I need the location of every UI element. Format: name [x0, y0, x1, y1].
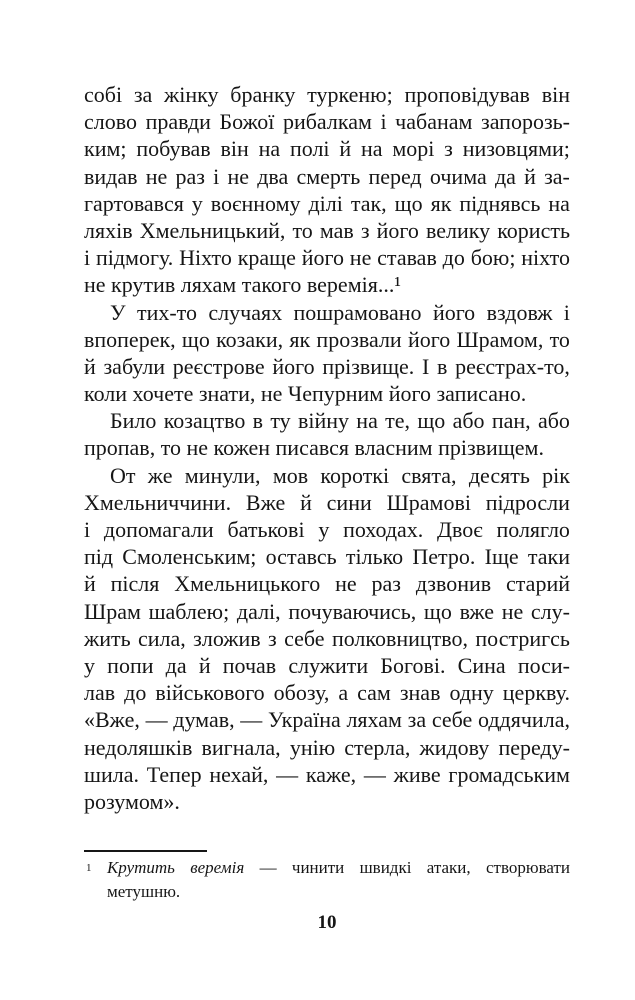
text-line: й після Хмельницького не раз дзвонив старий: [84, 571, 570, 597]
text-line: собі за жінку бранку туркеню; проповідував він: [84, 82, 570, 107]
text-line: слово правди Божої рибалкам і чабанам запорозь-: [84, 109, 570, 135]
text-line: лав до військового обозу, а сам знав одну церкву.: [84, 680, 570, 706]
text-line: ляхів Хмельницький, то мав з його велику користь: [84, 217, 570, 243]
text-line: Било козацтво в ту війну на те, що або пан, або: [110, 408, 570, 434]
text-line: Шрам шаблею; далі, почуваючись, що вже не слу-: [84, 598, 570, 624]
text-line: «Вже, — думав, — Україна ляхам за себе оддячила,: [84, 707, 570, 733]
text-line: У тих-то случаях пошрамовано його вздовж і: [110, 299, 570, 325]
text-line: От же минули, мов короткі свята, десять рік: [110, 462, 570, 488]
paragraph: [84, 299, 570, 408]
text-line: видав не раз і не два смерть перед очима да й за-: [84, 163, 570, 189]
text-line: у попи да й почав служити Богові. Сина поси-: [84, 652, 570, 678]
page-number: 10: [317, 912, 337, 933]
paragraph: [84, 81, 570, 299]
footnote-separator: [84, 850, 207, 852]
footnote: [84, 856, 570, 903]
text-line: шила. Тепер нехай, — каже, — живе громадським: [84, 761, 570, 787]
footnote-marker: 1: [86, 862, 92, 874]
footnote-term: Крутить веремія: [107, 858, 245, 877]
text-line: не крутив ляхам такого веремія...¹: [84, 272, 401, 298]
text-line: Хмельниччини. Вже й сини Шрамові підросли: [84, 489, 570, 515]
text-block: [84, 81, 570, 815]
text-line: під Смоленським; оставсь тілько Петро. Іще таки: [84, 544, 570, 570]
paragraph: [84, 462, 570, 815]
footnote-text: — чинити швидкі атаки, створювати метушню.: [107, 858, 571, 901]
text-line: й забули реєстрове його прізвище. І в реєстрах-то,: [84, 353, 570, 379]
text-line: гартовався у воєнному ділі так, що як піднявсь на: [84, 190, 570, 216]
text-line: ким; побував він на полі й на морі з низовцями;: [84, 136, 570, 162]
text-line: коли хочете знати, не Чепурним його записано.: [84, 381, 527, 407]
text-line: недоляшків вигнала, унію стерла, жидову переду-: [84, 734, 570, 760]
text-line: і підмогу. Ніхто краще його не ставав до бою; ніхто: [84, 245, 570, 271]
text-line: і допомагали батькові у походах. Двоє полягло: [84, 517, 570, 542]
text-line: впоперек, що козаки, як прозвали його Шрамом, то: [84, 326, 570, 352]
paragraph: [84, 407, 570, 461]
text-line: жить сила, зложив з себе полковництво, постригсь: [84, 625, 570, 651]
text-line: розумом».: [84, 788, 180, 814]
text-line: пропав, то не кожен писався власним прізвищем.: [84, 435, 544, 461]
